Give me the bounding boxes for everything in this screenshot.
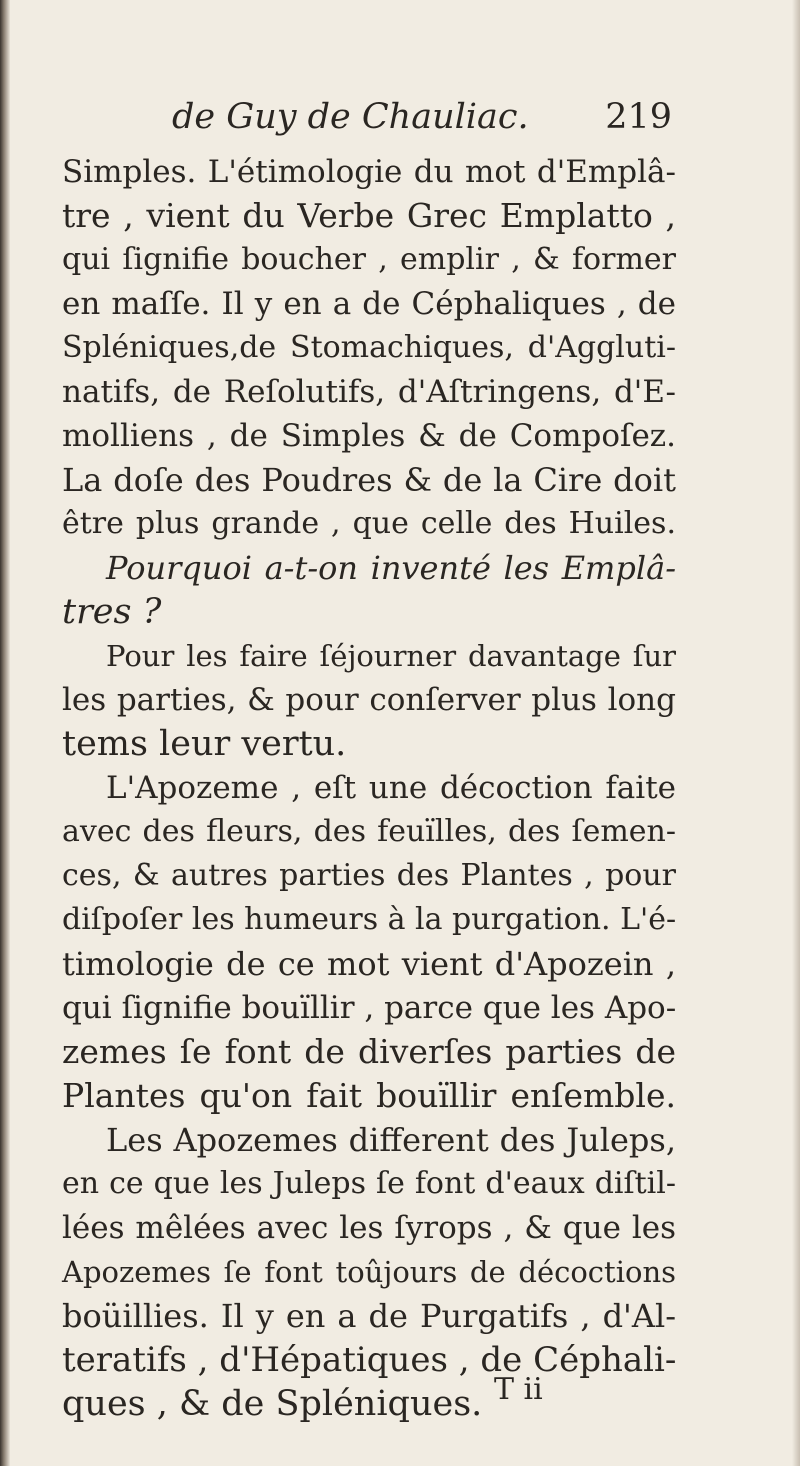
text-line: Spléniques,de Stomachiques, d'Aggluti- [62, 330, 676, 365]
text-line: tre , vient du Verbe Grec Emplatto , [62, 196, 676, 235]
text-line: ces, & autres parties des Plantes , pour [62, 858, 676, 893]
question-line: tres ? [62, 592, 162, 632]
text-line: qui ſignifie boucher , emplir , & former [62, 242, 676, 277]
text-line: en maſſe. Il y en a de Céphaliques , de [62, 286, 676, 322]
page-header [172, 92, 672, 142]
text-line: avec des fleurs, des feuïlles, des ſemen- [62, 814, 676, 849]
text-line: La doſe des Poudres & de la Cire doit [62, 461, 676, 499]
text-line: zemes ſe font de diverſes parties de [62, 1032, 676, 1071]
text-line: Apozemes ſe font toûjours de décoctions [62, 1255, 676, 1289]
signature-mark: T ii [494, 1372, 543, 1407]
text-line: ques , & de Spléniques. [62, 1384, 483, 1424]
text-line: L'Apozeme , eſt une décoction faite [106, 770, 676, 806]
text-line: lées mêlées avec les ſyrops , & que les [62, 1210, 676, 1246]
text-line: Simples. L'étimologie du mot d'Emplâ- [62, 154, 676, 190]
text-line: timologie de ce mot vient d'Apozein , [62, 945, 676, 983]
text-line: Pour les faire ſéjourner davantage ſur [106, 639, 676, 673]
text-line: molliens , de Simples & de Compoſez. [62, 418, 676, 454]
text-line: diſpoſer les humeurs à la purgation. L'é- [62, 902, 677, 937]
text-line: tems leur vertu. [62, 724, 347, 764]
text-line: être plus grande , que celle des Huiles. [62, 506, 676, 541]
page-number: 219 [605, 97, 672, 137]
text-line: en ce que les Juleps ſe font d'eaux diſtil- [62, 1166, 676, 1201]
running-head: de Guy de Chauliac. [172, 97, 529, 137]
text-line: Les Apozemes different des Juleps, [106, 1121, 676, 1159]
text-line: boüillies. Il y en a de Purgatifs , d'Al- [62, 1297, 676, 1335]
text-line: qui ſignifie bouïllir , parce que les Apo- [62, 990, 677, 1026]
text-line: natifs, de Reſolutifs, d'Aſtringens, d'E- [62, 374, 676, 410]
question-line: Pourquoi a-t-on inventé les Emplâ- [106, 549, 676, 587]
text-line: les parties, & pour conſerver plus long [62, 682, 676, 718]
text-line: teratifs , d'Hépatiques , de Céphali- [62, 1340, 677, 1380]
text-line: Plantes qu'on fait bouïllir enſemble. [62, 1076, 676, 1115]
